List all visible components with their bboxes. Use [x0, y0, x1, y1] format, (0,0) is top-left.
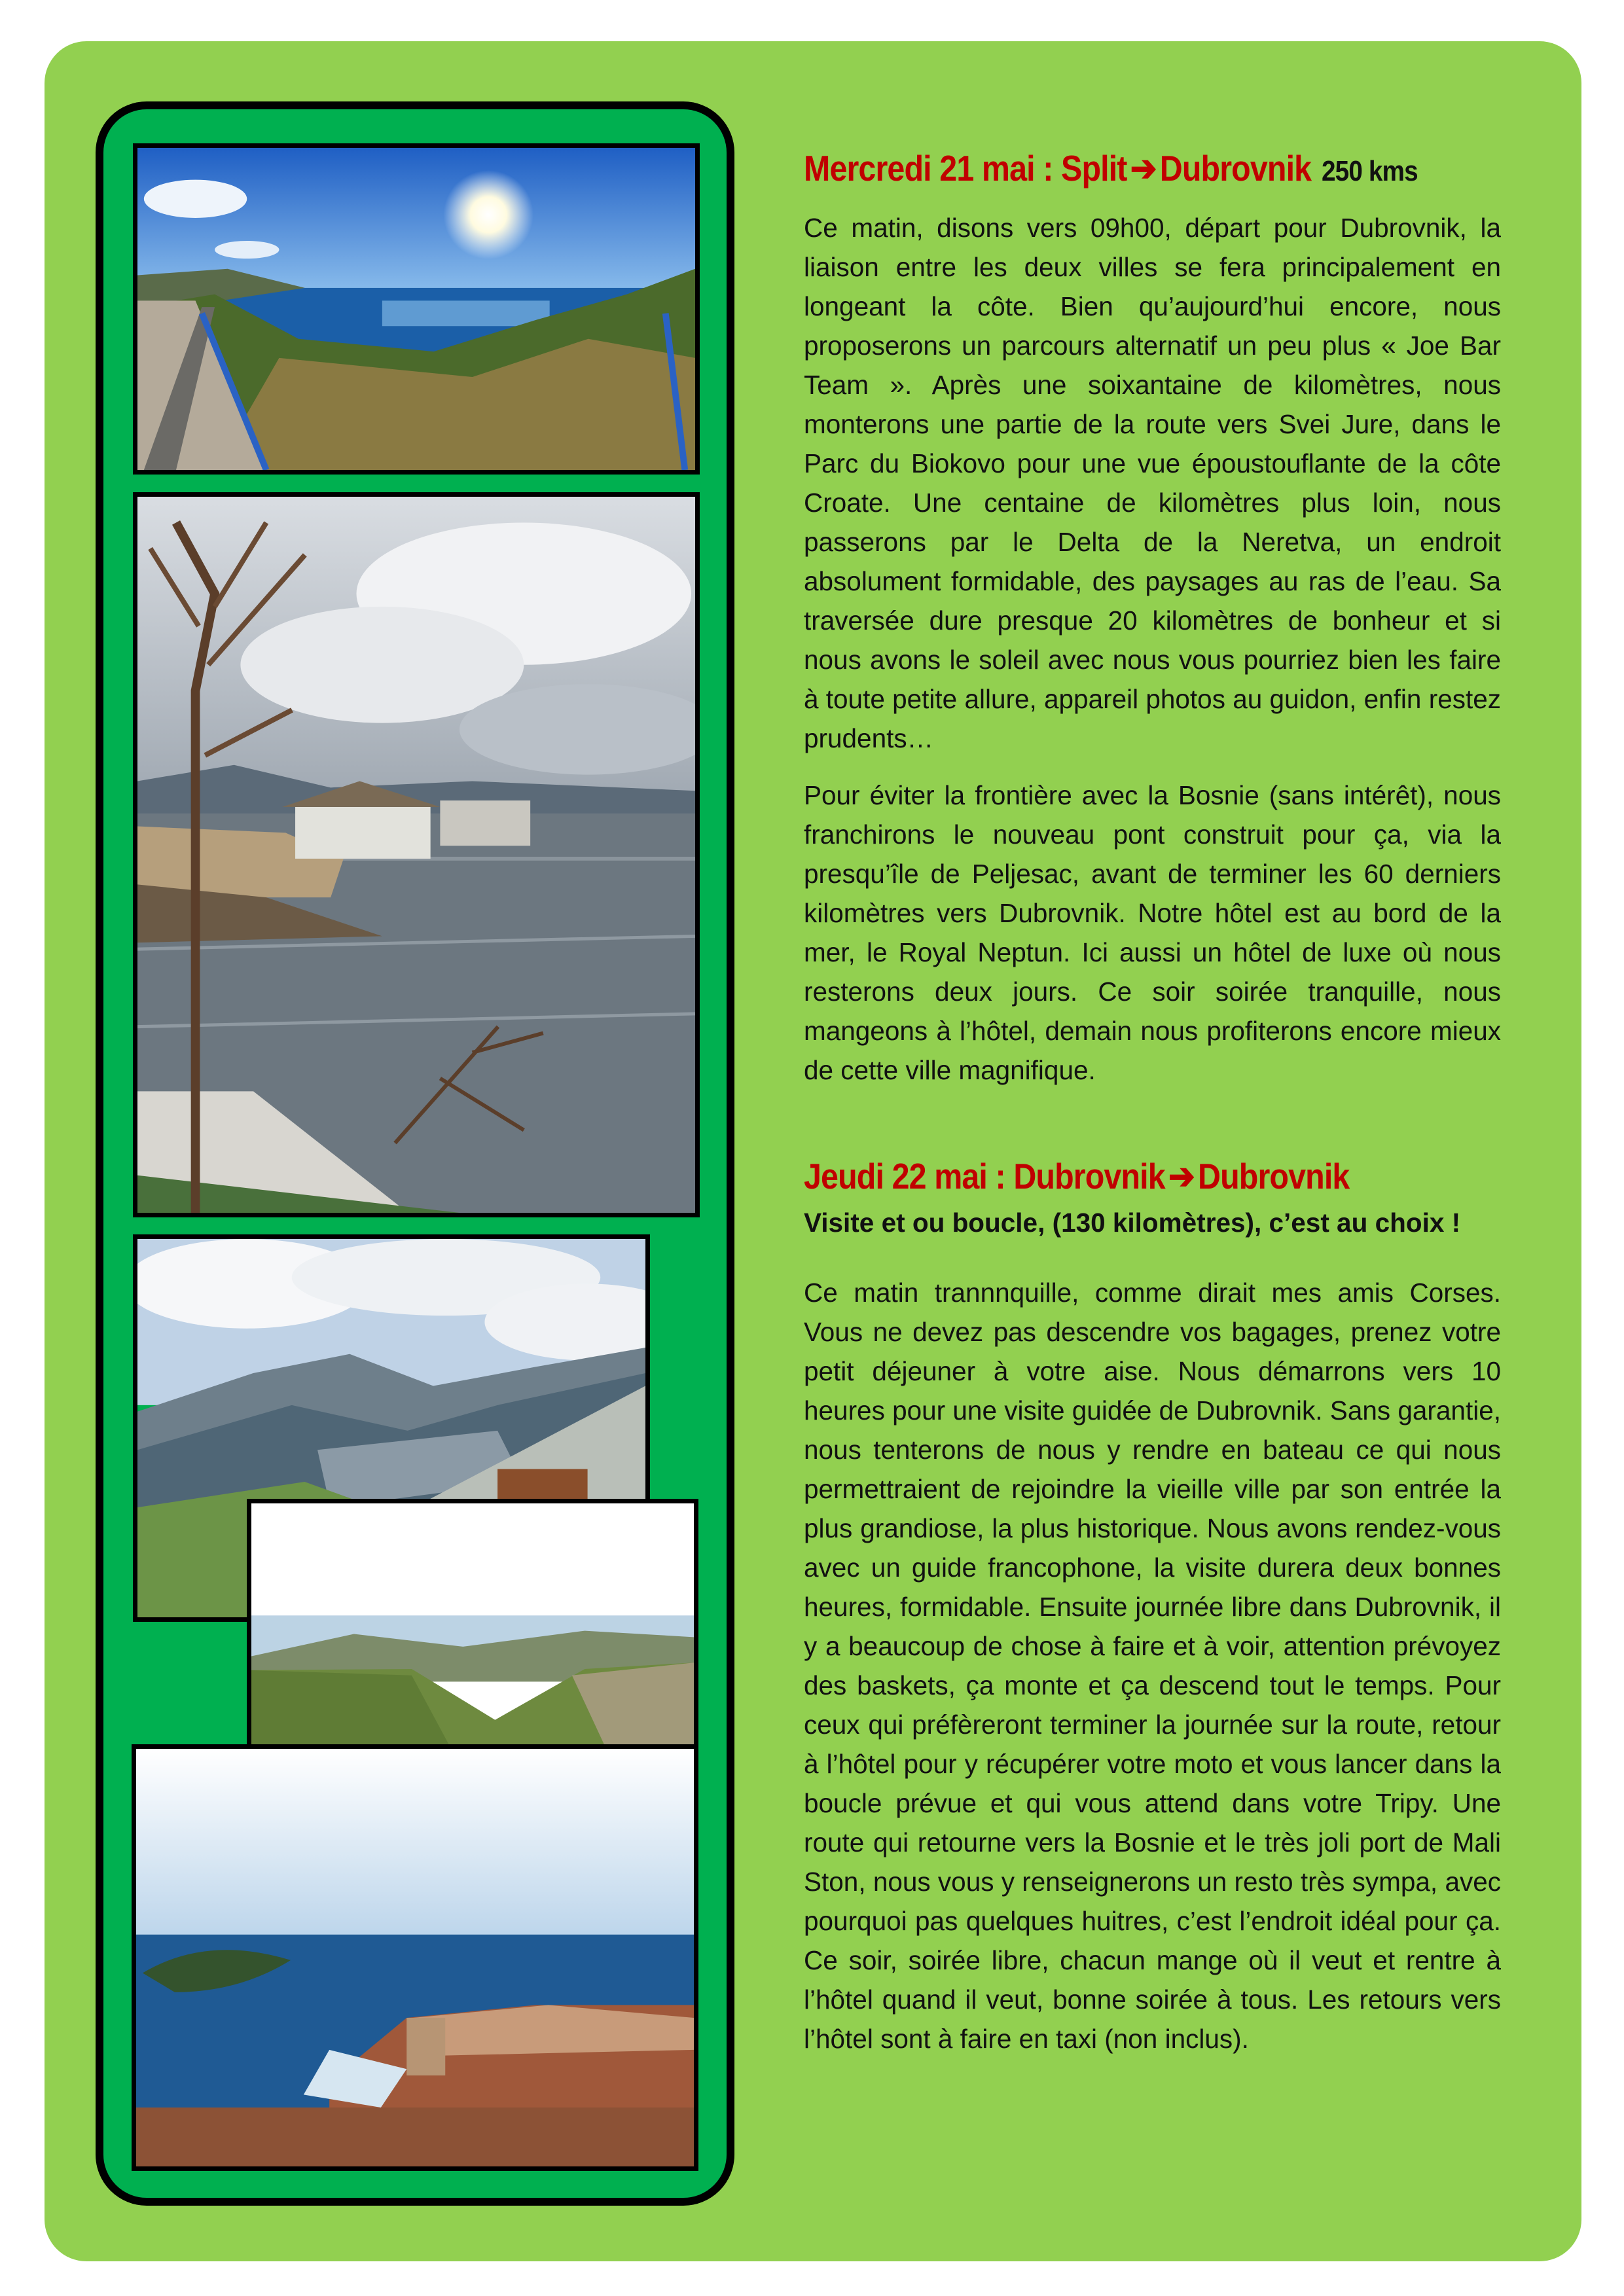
photo-dubrovnik-old-town	[132, 1744, 698, 2171]
photo-coastal-road	[133, 143, 700, 475]
day2-to: Dubrovnik	[1198, 1156, 1350, 1196]
day1-to: Dubrovnik	[1159, 148, 1312, 188]
photo-neretva-lagoon	[133, 492, 700, 1217]
day1-from: Split	[1061, 148, 1127, 188]
arrow-right-icon: ➔	[1130, 148, 1157, 188]
day2-subtitle: Visite et ou boucle, (130 kilomètres), c’est au choix !	[804, 1208, 1461, 1238]
day2-paragraph: Ce matin trannnquille, comme dirait mes amis Corses. Vous ne devez pas descendre vos bagages, prenez votre petit déjeuner à votre aise. Nous démarrons vers 10 heures pour une visite guidée de Dubrovnik. Sans garantie, nous tenterons de nous y rendre en bateau ce qui nous permettraient de rejoindre la vieille ville par son entrée la plus grandiose, la plus historique. Nous avons rendez-vous avec un guide francophone, la visite durera deux bonnes heures, formidable. Ensuite journée libre dans Dubrovnik, il y a beaucoup de chose à faire et à voir, attention prévoyez des baskets, ça monte et ça descend tout le temps. Pour ceux qui préfèreront terminer la journée sur la route, retour à l’hôtel pour y récupérer votre moto et vous lancer dans la boucle prévue et qui vous attend dans votre Tripy. Une route qui retourne vers la Bosnie et le très joli port de Mali Ston, nous vous y renseignerons un resto très sympa, avec pourquoi pas quelques huitres, c’est l’endroit idéal pour ça. Ce soir, soirée libre, chacun mange où il veut et rentre à l’hôtel quand il veut, bonne soirée à tous. Les retours vers l’hôtel sont à faire en taxi (non inclus).	[804, 1278, 1501, 2054]
day2-heading	[804, 1155, 1417, 1197]
day1-paragraph-2: Pour éviter la frontière avec la Bosnie (sans intérêt), nous franchirons le nouveau pont construit pour ça, via la presqu’île de Peljesac, avant de terminer les 60 derniers kilomètres vers Dubrovnik. Notre hôtel est au bord de la mer, le Royal Neptun. Ici aussi un hôtel de luxe où nous resterons deux jours. Ce soir soirée tranquille, nous mangeons à l’hôtel, demain nous profiterons encore mieux de cette ville magnifique.	[804, 780, 1501, 1085]
day1-paragraph-1: Ce matin, disons vers 09h00, départ pour Dubrovnik, la liaison entre les deux villes se fera principalement en longeant la côte. Bien qu’aujourd’hui encore, nous proposerons un parcours alternatif un peu plus « Joe Bar Team ». Après une soixantaine de kilomètres, nous monterons une partie de la route vers Svei Jure, dans le Parc du Biokovo pour une vue époustouflante de la côte Croate. Une centaine de kilomètres plus loin, nous passerons par le Delta de la Neretva, un endroit absolument formidable, des paysages au ras de l’eau. Sa traversée dure presque 20 kilomètres de bonheur et si nous avons le soleil avec nous vous pourriez bien les faire à toute petite allure, appareil photos au guidon, enfin restez prudents…	[804, 213, 1501, 753]
day1-heading	[804, 147, 1417, 189]
day1-date: Mercredi 21 mai :	[804, 148, 1053, 188]
day2-date: Jeudi 22 mai :	[804, 1156, 1005, 1196]
arrow-right-icon: ➔	[1168, 1156, 1195, 1196]
day1-distance: 250 kms	[1322, 155, 1418, 187]
day2-from: Dubrovnik	[1013, 1156, 1165, 1196]
